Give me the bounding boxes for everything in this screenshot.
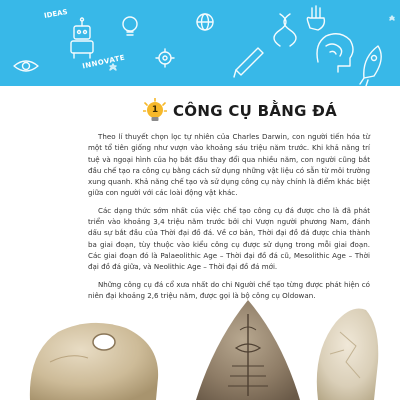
brain-head-icon bbox=[317, 34, 353, 72]
paragraph-2: Các dạng thức sớm nhất của việc chế tạo công cụ đá được cho là đã phát triển vào khoảng 3,4 triệu năm trước bởi chi Vượn người phương Nam, đánh dấu sự bắt đầu của Thời đại đồ đá. Về cơ bản, Thời đại đồ đá được chia thành ba giai đoạn, tùy thuộc vào kiểu công cụ được sử dụng trong mỗi giai đoạn. Các giai đoạn đó là Palaeolithic Age – Thời đại đồ đá cũ, Mesolithic Age – Thời đại đồ đá giữa, và Neolithic Age – Thời đại đồ đá mới. bbox=[88, 205, 370, 272]
rocket-icon bbox=[360, 46, 381, 86]
pencil-icon bbox=[234, 48, 263, 77]
robot-icon bbox=[71, 18, 93, 58]
hand-axe bbox=[317, 309, 378, 400]
perforated-stone bbox=[30, 323, 158, 400]
eye-icon bbox=[14, 61, 38, 71]
stone-tools-illustration bbox=[0, 292, 400, 400]
hand-icon bbox=[307, 6, 324, 30]
dna-icon bbox=[274, 14, 296, 46]
lightbulb-icon bbox=[123, 17, 137, 35]
engraved-spearhead bbox=[196, 300, 300, 400]
section-heading bbox=[143, 98, 337, 124]
section-number-badge bbox=[143, 98, 167, 124]
gear-icon bbox=[156, 49, 174, 67]
article-body bbox=[88, 131, 370, 307]
innovate-label: INNOVATE bbox=[81, 53, 126, 71]
paragraph-1: Theo lí thuyết chọn lọc tự nhiên của Charles Darwin, con người tiến hóa từ một tổ tiên giống như vượn vào khoảng sáu triệu năm trước. Khi khả năng trí tuệ và ngoại hình của họ bắt đầu thay đổi qua nhiều năm, con người cũng bắt đầu chế tạo ra công cụ bằng cách sử dụng những vật liệu có sẵn từ môi trường xung quanh. Khả năng chế tạo và sử dụng công cụ này chính là điểm khác biệt giữa con người với các loài động vật khác. bbox=[88, 132, 370, 198]
section-number: 1 bbox=[151, 105, 159, 115]
section-title: CÔNG CỤ BẰNG ĐÁ bbox=[173, 102, 338, 120]
doodle-banner bbox=[0, 0, 400, 86]
paragraph-3: Những công cụ đá cổ xưa nhất do chi Người chế tạo từng được phát hiện có niên đại khoảng 2,6 triệu năm, được gọi là bộ công cụ Oldowan. bbox=[88, 279, 370, 300]
globe-icon bbox=[197, 14, 213, 30]
ideas-label: IDEAS bbox=[43, 8, 69, 20]
